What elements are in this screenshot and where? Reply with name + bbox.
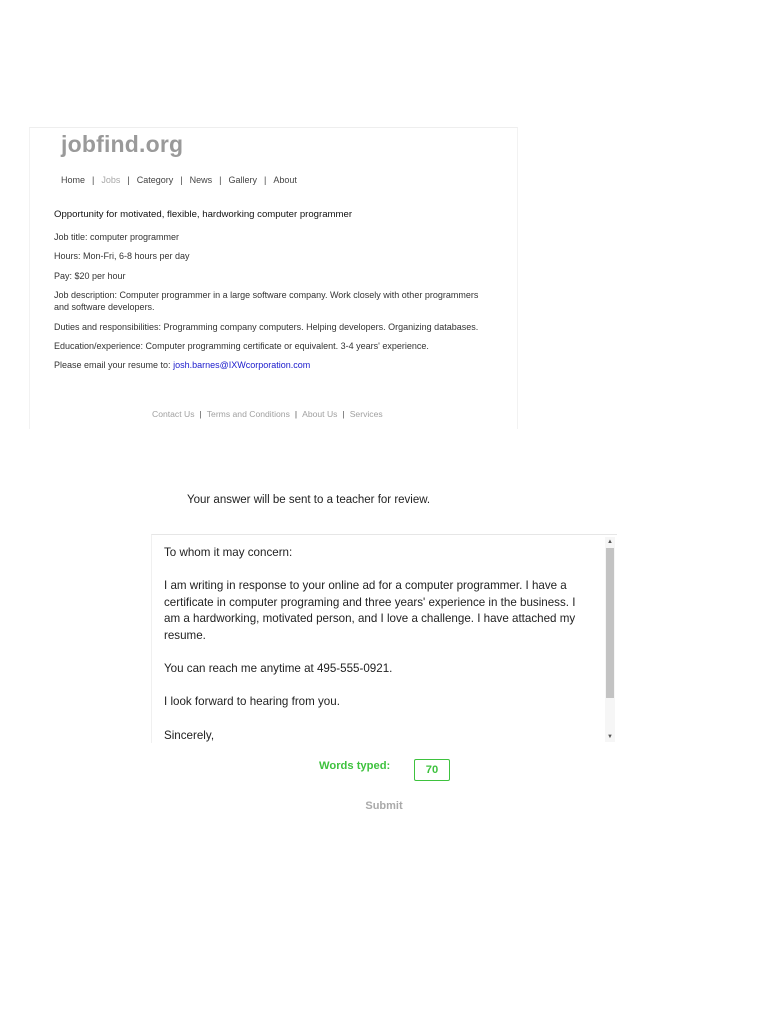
job-listing-card [29, 127, 518, 429]
job-title-line: Job title: computer programmer [54, 232, 180, 242]
job-details [54, 231, 494, 379]
footer-separator: | [294, 409, 298, 419]
submit-button[interactable]: Submit [350, 800, 418, 812]
nav-home[interactable]: Home [61, 175, 86, 185]
site-title[interactable]: jobfind.org [61, 131, 184, 157]
answer-text[interactable]: To whom it may concern: I am writing in response to your online ad for a computer programmer. I have a certificate in computer programing and three years' experience in the business. I am a hardworking, motivated person, and I love a challenge. I have attached my resume. You can reach me anytime at 495-555-0921. I look forward to hearing from you. Sincerely, [164, 546, 576, 742]
email-prefix: Please email your resume to: [54, 360, 171, 371]
nav-separator: | [127, 175, 130, 185]
job-email-line [54, 359, 494, 372]
job-hours-line: Hours: Mon-Fri, 6-8 hours per day [54, 251, 190, 262]
job-education-line: Education/experience: Computer programming certificate or equivalent. 3-4 years' experience. [54, 340, 429, 351]
footer-about-us[interactable]: About Us [302, 409, 338, 419]
answer-textarea[interactable] [151, 534, 617, 743]
review-note: Your answer will be sent to a teacher for review. [187, 494, 431, 506]
nav-separator: | [263, 175, 267, 185]
answer-scrollbar[interactable] [605, 537, 615, 742]
nav-jobs[interactable]: Jobs [101, 175, 121, 185]
job-description-line: Job description: Computer programmer in a large software company. Work closely with other programmers and software developers. [54, 289, 479, 313]
nav-about[interactable]: About [273, 175, 297, 185]
nav-separator: | [180, 175, 183, 185]
triangle-up-icon[interactable]: ▲ [607, 539, 613, 545]
footer-links [152, 409, 383, 419]
site-nav [61, 175, 297, 185]
triangle-down-icon[interactable]: ▼ [607, 734, 613, 740]
footer-terms[interactable]: Terms and Conditions [206, 409, 290, 419]
job-duties-line: Duties and responsibilities: Programming company computers. Helping developers. Organizing databases. [54, 321, 479, 332]
footer-separator: | [342, 409, 345, 419]
footer-services[interactable]: Services [349, 409, 383, 419]
email-link[interactable]: josh.barnes@IXWcorporation.com [173, 360, 311, 371]
job-pay-line: Pay: $20 per hour [54, 270, 126, 281]
words-typed-label: Words typed: [319, 760, 391, 772]
nav-news[interactable]: News [189, 175, 213, 185]
nav-gallery[interactable]: Gallery [228, 175, 257, 185]
nav-category[interactable]: Category [136, 175, 174, 185]
nav-separator: | [219, 175, 222, 185]
job-headline: Opportunity for motivated, flexible, hardworking computer programmer [54, 209, 353, 220]
words-typed-count: 70 [414, 759, 450, 781]
nav-separator: | [92, 175, 95, 185]
footer-separator: | [199, 409, 202, 419]
scrollbar-thumb[interactable] [606, 548, 614, 698]
footer-contact-us[interactable]: Contact Us [152, 409, 195, 419]
